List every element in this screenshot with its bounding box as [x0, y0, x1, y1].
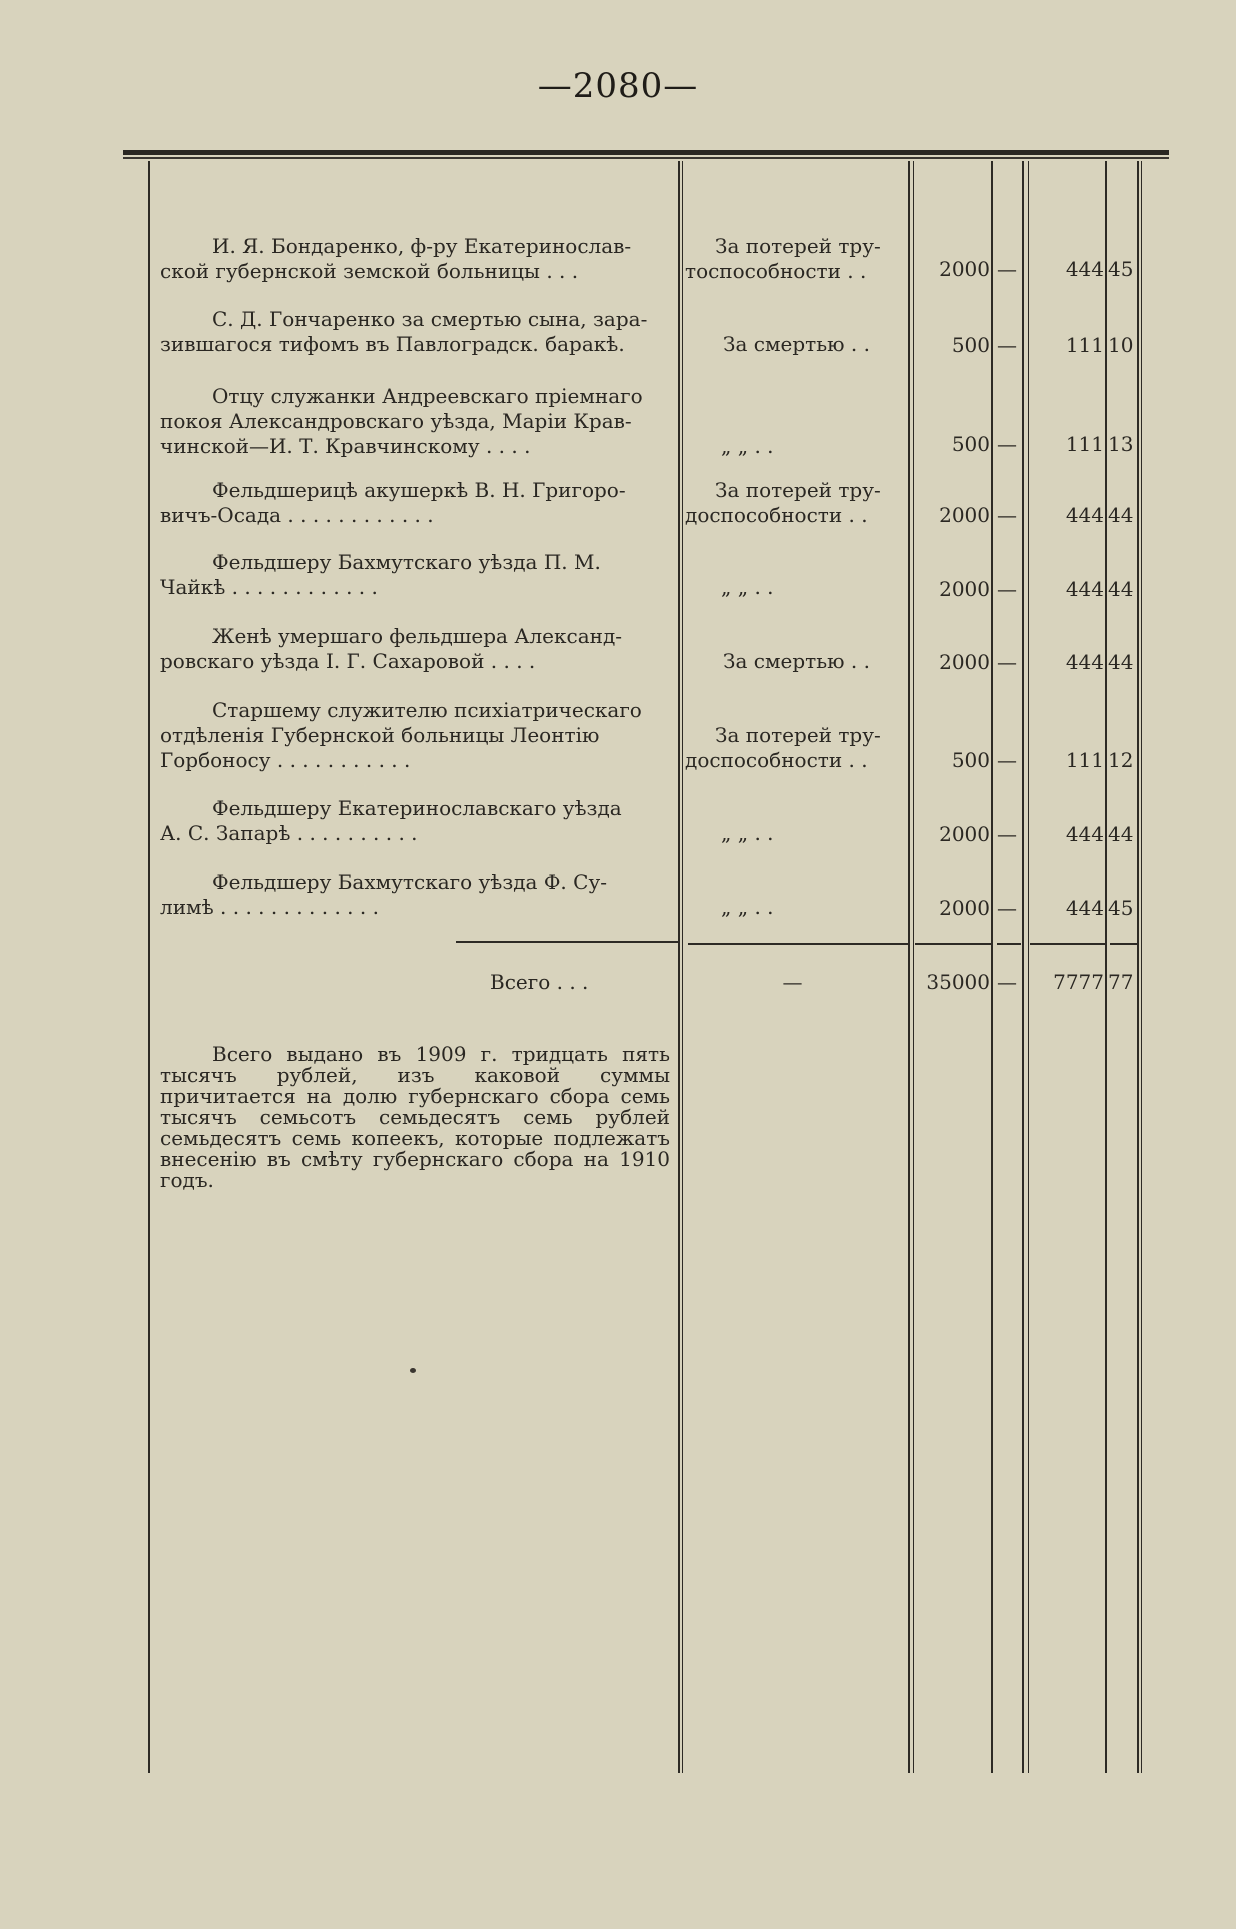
payment-reason [685, 478, 900, 528]
total-rule [915, 943, 991, 945]
dash: — [997, 822, 1017, 846]
payment-reason [685, 895, 900, 920]
recipient-line: отдѣленія Губернской больницы Леонтію [160, 723, 600, 747]
dash: — [997, 650, 1017, 674]
reason-line: „ „ . . [721, 434, 774, 458]
kopecks: 45 [1108, 896, 1134, 920]
amount: 2000 [939, 650, 990, 674]
province-share: 111 [1065, 432, 1104, 456]
kopecks: 12 [1108, 748, 1134, 772]
province-share: 444 [1065, 577, 1104, 601]
dash: — [997, 577, 1017, 601]
recipient-line: вичъ-Осада . . . . . . . . . . . . [160, 503, 434, 527]
kopecks: 44 [1108, 577, 1134, 601]
reason-line: За смертью . . [723, 649, 870, 673]
reason-line: доспособности . . [685, 748, 868, 772]
recipient-description [160, 796, 665, 846]
column-rule [148, 161, 150, 1773]
recipient-line: Горбоносу . . . . . . . . . . . [160, 748, 411, 772]
recipient-line: Женѣ умершаго фельдшера Александ- [212, 624, 623, 648]
recipient-line: зившагося тифомъ въ Павлоградск. баракѣ. [160, 332, 625, 356]
header-rule-thick [123, 150, 1169, 155]
column-rule [991, 161, 993, 1773]
column-rule [678, 161, 680, 1773]
amount: 500 [951, 333, 990, 357]
kopecks: 44 [1108, 650, 1134, 674]
payment-reason [685, 332, 900, 357]
province-share: 111 [1065, 333, 1104, 357]
column-rule [908, 161, 910, 1773]
column-rule [913, 161, 914, 1773]
recipient-line: Фельдшерицѣ акушеркѣ В. Н. Григоро- [212, 478, 626, 502]
recipient-line: Старшему служителю психіатрическаго [212, 698, 642, 722]
total-dash: — [997, 970, 1017, 994]
reason-line: тоспособности . . [685, 259, 867, 283]
reason-line: доспособности . . [685, 503, 868, 527]
reason-line: За потерей тру- [715, 478, 881, 502]
total-rule [997, 943, 1021, 945]
province-share: 444 [1065, 503, 1104, 527]
recipient-line: И. Я. Бондаренко, ф-ру Екатеринослав- [212, 234, 632, 258]
kopecks: 13 [1108, 432, 1134, 456]
recipient-line: чинской—И. Т. Кравчинскому . . . . [160, 434, 531, 458]
column-rule [1105, 161, 1107, 1773]
total-kopecks: 77 [1108, 970, 1134, 994]
total-rule [1030, 943, 1105, 945]
total-reason: — [782, 970, 803, 994]
amount: 500 [951, 432, 990, 456]
recipient-line: ровскаго уѣзда І. Г. Сахаровой . . . . [160, 649, 536, 673]
dash: — [997, 257, 1017, 281]
recipient-line: А. С. Запарѣ . . . . . . . . . . [160, 821, 418, 845]
province-share: 444 [1065, 822, 1104, 846]
amount: 500 [951, 748, 990, 772]
province-share: 444 [1065, 896, 1104, 920]
payment-reason [685, 821, 900, 846]
dash: — [997, 432, 1017, 456]
recipient-description [160, 307, 665, 357]
payment-reason [685, 575, 900, 600]
recipient-description [160, 550, 665, 600]
reason-line: За смертью . . [723, 332, 870, 356]
kopecks: 45 [1108, 257, 1134, 281]
recipient-line: Отцу служанки Андреевскаго пріемнаго [212, 384, 643, 408]
payment-reason [685, 649, 900, 674]
total-rule [456, 941, 678, 943]
reason-line: За потерей тру- [715, 723, 881, 747]
recipient-description [160, 624, 665, 674]
ink-fleck [410, 1368, 416, 1373]
recipient-description [160, 698, 665, 773]
amount: 2000 [939, 822, 990, 846]
summary-paragraph: Всего выдано въ 1909 г. тридцать пять тысячъ рублей, изъ каковой суммы причитается на долю губернскаго сбора семь тысячъ семьсотъ семьдесятъ семь рублей семьдесятъ семь копеекъ, которые подлежатъ внесенію въ смѣту губернскаго сбора на 1910 годъ. [160, 1042, 670, 1192]
total-amount: 35000 [926, 970, 990, 994]
amount: 2000 [939, 577, 990, 601]
recipient-line: С. Д. Гончаренко за смертью сына, зара- [212, 307, 648, 331]
reason-line: „ „ . . [721, 895, 774, 919]
dash: — [997, 896, 1017, 920]
dash: — [997, 748, 1017, 772]
total-label: Всего . . . [490, 970, 589, 994]
recipient-line: Фельдшеру Екатеринославскаго уѣзда [212, 796, 622, 820]
amount: 2000 [939, 896, 990, 920]
kopecks: 10 [1108, 333, 1134, 357]
dash: — [997, 333, 1017, 357]
column-rule [1022, 161, 1024, 1773]
province-share: 444 [1065, 650, 1104, 674]
recipient-line: Фельдшеру Бахмутскаго уѣзда Ф. Су- [212, 870, 607, 894]
amount: 2000 [939, 503, 990, 527]
total-share: 7777 [1053, 970, 1104, 994]
recipient-description [160, 384, 665, 459]
recipient-line: ской губернской земской больницы . . . [160, 259, 579, 283]
dash: — [997, 503, 1017, 527]
reason-line: „ „ . . [721, 821, 774, 845]
recipient-description [160, 870, 665, 920]
recipient-line: Фельдшеру Бахмутскаго уѣзда П. М. [212, 550, 601, 574]
payment-reason [685, 434, 900, 459]
amount: 2000 [939, 257, 990, 281]
province-share: 444 [1065, 257, 1104, 281]
reason-line: „ „ . . [721, 575, 774, 599]
reason-line: За потерей тру- [715, 234, 881, 258]
payment-reason [685, 234, 900, 284]
column-rule [1028, 161, 1029, 1773]
payment-reason [685, 723, 900, 773]
kopecks: 44 [1108, 503, 1134, 527]
header-rule-thin [123, 157, 1169, 159]
column-rule [1141, 161, 1142, 1773]
recipient-description [160, 478, 665, 528]
kopecks: 44 [1108, 822, 1134, 846]
total-rule [1110, 943, 1137, 945]
column-rule [1137, 161, 1139, 1773]
recipient-line: Чайкѣ . . . . . . . . . . . . [160, 575, 378, 599]
recipient-line: лимѣ . . . . . . . . . . . . . [160, 895, 379, 919]
province-share: 111 [1065, 748, 1104, 772]
recipient-description [160, 234, 665, 284]
recipient-line: покоя Александровскаго уѣзда, Маріи Крав- [160, 409, 632, 433]
total-rule [688, 943, 908, 945]
page-number: —2080— [537, 66, 699, 106]
column-rule [682, 161, 683, 1773]
